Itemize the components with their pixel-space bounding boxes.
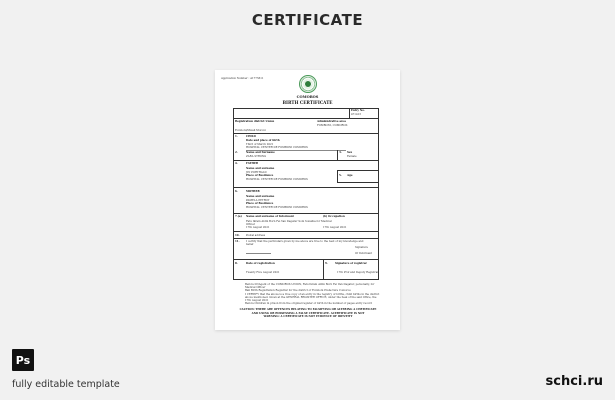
certify-statement: I certify that the particulars given by me above are true to the best of my knowledge and belief [246,240,364,247]
sex-number: 3. [339,151,342,154]
child-section-number: 1. [235,135,238,138]
application-number: Application Number : A1775611 [221,77,264,80]
residence-number: 10. [235,233,240,237]
entry-no-value: 471413 [351,113,361,116]
registration-date-value: Twenty Five August 2021 [246,271,280,274]
entry-no-label: Entry No. [351,109,365,112]
child-section-title: CHILD [246,135,256,138]
certificate-title: BIRTH CERTIFICATE [282,99,333,105]
registrar-value: 17th Prof and Deputy Registrar [337,271,379,274]
registrar-number: 9. [325,262,328,265]
mother-name-label: Name and surname [246,195,275,198]
certificate-document [215,70,400,330]
certify-number: 11. [235,240,240,243]
note-4: Before Children in prison from the original register of birth in the number of pages entry record [245,302,373,305]
registration-district-value: Fomboni/Mwali Moroni [235,129,266,132]
sex-label: Sex [347,151,353,154]
father-section-title: FATHER [246,162,259,165]
father-name-label: Name and surname [246,167,275,170]
caution-line-1: CAUTION: THERE ARE OFFENCES RELATING TO FALSIFYING OR ALTERING A CERTIFICATE [239,308,377,311]
registration-date-label: Date of registration [246,262,275,265]
age-label: Age [347,174,353,177]
page-title: CERTIFICATE [251,11,364,29]
caution-line-2: AND USING OR POSSESSING A FALSE CERTIFICATE. ACERTIFICATE IS NOT [251,311,365,315]
caution-line-3: WARNING: A CERTIFICATE IS NOT EVIDENCE OF IDENTITY [263,315,353,318]
father-residence-label: Place of Residence [246,174,274,177]
editable-template-label: fully editable template [12,379,120,390]
informant-signature: Of Informant [355,252,373,255]
informant-date: 17th August 2021 [246,226,270,229]
father-section-number: 4. [235,162,238,165]
informant-number: 7.(a) [235,215,242,218]
child-name-label: Name and Surname [246,151,275,154]
note-1: Before Dr/Agent of the COMOROS UNION, Fatu Ikram Aldin Born Fei Van Dagatur, personally, for Medical Officer [245,283,375,290]
child-name-value: ZARA STRONG [246,155,267,158]
site-brand[interactable]: schci.ru [545,374,603,389]
note-3: I CERTIFY that the above is a true copy of an entry in the registry of births, child births in the district above mentioned. Given at the GENERAL REGISTER OFFICE, under the Seal of the said Office, the 17th August 2021 [245,292,380,302]
signature-label: Signature [355,246,368,249]
note-2: Bali Birth Registration Registrar for the district of Fomboni Prefecture Comoros [245,289,351,292]
age-box [337,170,379,183]
occupation-value: 17th August 2021 [323,226,347,229]
mother-residence-value: HOSPITAL CENTER DE FOMBONI COMOROS [246,205,308,209]
child-name-number: 2. [235,151,238,154]
mother-name-value: PAMELA PETROY [246,198,270,202]
photoshop-icon: Ps [12,349,34,371]
registration-district-label: Registration district Union [235,120,275,123]
mother-residence-label: Place of Residence [246,202,274,205]
residence-label: Postal address [246,233,266,237]
age-number: 5. [339,174,342,177]
child-birth-place: HOSPITAL CENTER DE FOMBONI COMOROS [246,146,308,149]
child-dob-value: Third of March 2021 [246,142,274,146]
mother-section-number: 6. [235,190,238,193]
child-dob-label: Date and place of birth [246,139,280,142]
country-name: COMOROS [296,95,319,99]
sex-value: Female [347,155,357,158]
administrative-area-value: FOMBONI, COMOROS [317,124,348,127]
coat-of-arms-emblem [299,75,317,93]
registration-date-number: 8. [235,262,238,265]
informant-label: Name and surname of Informant [246,215,294,218]
registrar-label: Signature of registrar [335,262,367,265]
father-residence-value: HOSPITAL CENTER DE FOMBONI COMOROS [246,177,308,181]
administrative-area-label: Administrative area [317,120,346,123]
occupation-label: (b) Occupation [323,215,345,218]
informant-value: Fatu Ikram Aldin Born Fei Van Dagatur Soni Sonalba for Medical Officer [246,220,332,227]
mother-section-title: MOTHER [246,190,260,193]
father-name-value: JIN PORTHALD [246,170,267,174]
